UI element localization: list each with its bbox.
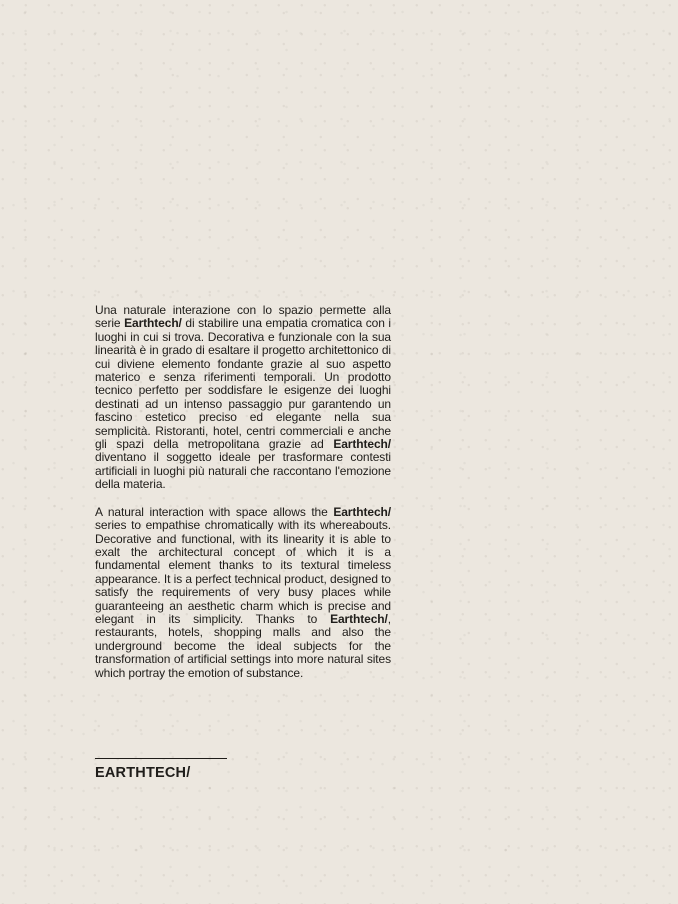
brand-name: Earthtech/ [333, 437, 391, 452]
text-segment: di stabilire una empatia cromatica con i luoghi in cui si trova. Decorativa e funzionale con la sua linearità è in grado di esaltare il progetto architettonico di cui diviene elemento fondante grazie al suo aspetto materico e senza riferimenti temporali. Un prodotto tecnico perfetto per soddisfare le esigenze dei luoghi destinati ad un intenso passaggio pur garantendo un fascino estetico preciso ed elegante nella sua semplicità. Ristoranti, hotel, centri commerciali e anche gli spazi della metropolitana grazie ad [95, 316, 391, 452]
text-segment: diventano il soggetto ideale per trasformare contesti artificiali in luoghi più naturali che raccontano l'emozione della materia. [95, 450, 391, 492]
brand-name: Earthtech/ [333, 504, 391, 519]
text-segment: series to empathise chromatically with its whereabouts. Decorative and functional, with its linearity it is able to exalt the architectural concept of which it is a fundamental element thanks to its textural timeless appearance. It is a perfect technical product, designed to satisfy the requirements of very busy places while guaranteeing an aesthetic charm which is precise and elegant in its simplicity. Thanks to [95, 518, 391, 626]
text-segment: , restaurants, hotels, shopping malls and also the underground become the ideal subjects for the transformation of artificial settings into more natural sites which portray the emotion of substance. [95, 611, 391, 680]
divider-line [95, 758, 227, 759]
body-text [95, 304, 391, 680]
brand-name: Earthtech/ [330, 611, 388, 626]
brand-logo: EARTHTECH/ [95, 765, 191, 781]
paragraph-english [95, 506, 391, 680]
paragraph-italian [95, 304, 391, 492]
text-segment: A natural interaction with space allows the [95, 504, 334, 519]
text-segment: Una naturale interazione con lo spazio permette alla serie [95, 303, 391, 331]
brand-name: Earthtech/ [124, 316, 182, 331]
